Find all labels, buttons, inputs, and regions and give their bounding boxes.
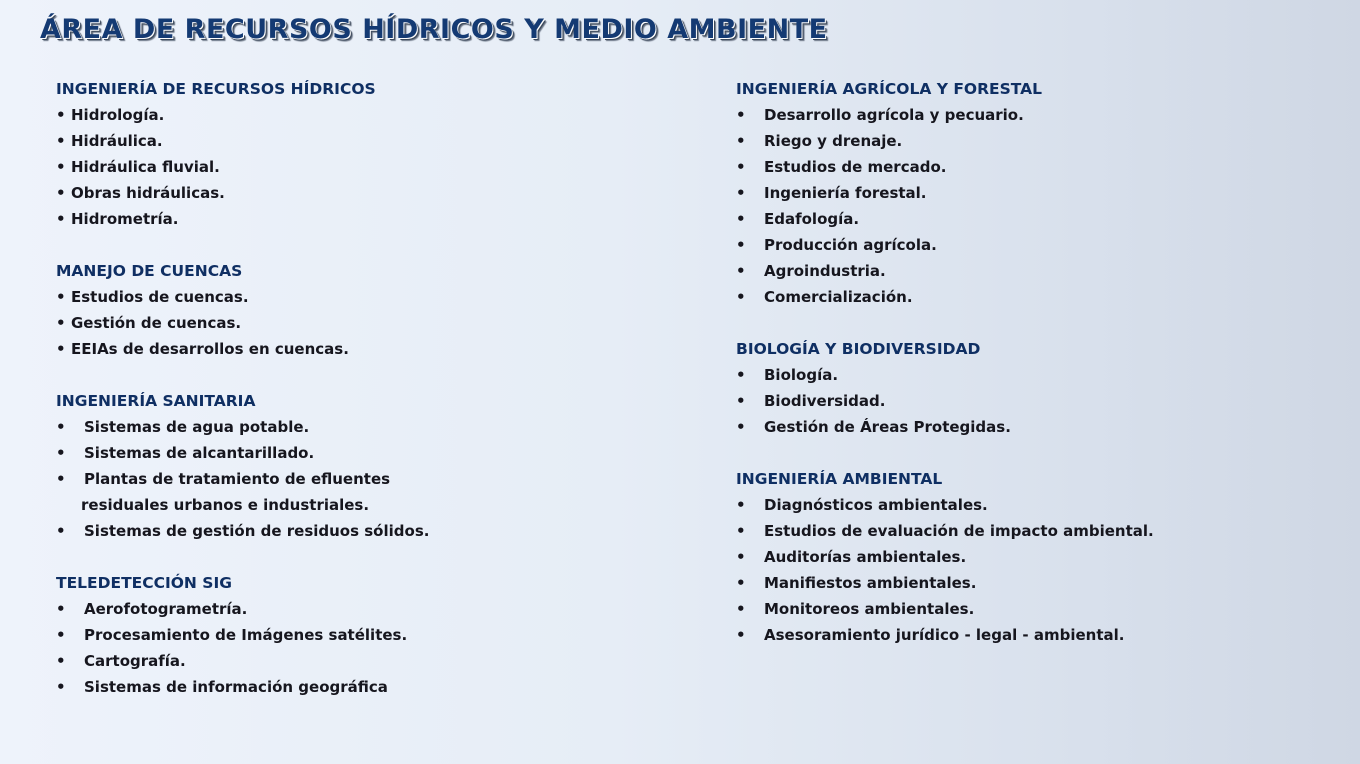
item-text: Monitoreos ambientales. <box>764 600 975 618</box>
list-item <box>736 284 1336 310</box>
list-item <box>56 102 696 128</box>
item-list <box>56 284 696 362</box>
item-text: Hidrología. <box>71 106 165 124</box>
bullet-icon: • <box>736 496 746 514</box>
item-text: Procesamiento de Imágenes satélites. <box>84 626 408 644</box>
list-item <box>56 518 696 544</box>
item-list <box>56 596 696 700</box>
section-heading: MANEJO DE CUENCAS <box>56 262 243 280</box>
item-text: Manifiestos ambientales. <box>764 574 977 592</box>
item-text: Riego y drenaje. <box>764 132 903 150</box>
bullet-icon: • <box>736 600 746 618</box>
item-text: Diagnósticos ambientales. <box>764 496 988 514</box>
item-text: Biología. <box>764 366 839 384</box>
bullet-icon: • <box>56 340 66 358</box>
item-text: Hidráulica fluvial. <box>71 158 220 176</box>
item-text: Producción agrícola. <box>764 236 937 254</box>
bullet-icon: • <box>736 132 746 150</box>
list-item <box>736 232 1336 258</box>
section-heading: INGENIERÍA DE RECURSOS HÍDRICOS <box>56 80 376 98</box>
bullet-icon: • <box>736 184 746 202</box>
bullet-icon: • <box>736 236 746 254</box>
bullet-icon: • <box>56 288 66 306</box>
bullet-icon: • <box>56 184 66 202</box>
list-item <box>56 622 696 648</box>
list-item <box>56 154 696 180</box>
section-heading: INGENIERÍA AGRÍCOLA Y FORESTAL <box>736 80 1043 98</box>
list-item <box>736 362 1336 388</box>
item-text: Aerofotogrametría. <box>84 600 248 618</box>
bullet-icon: • <box>56 132 66 150</box>
bullet-icon: • <box>56 444 66 462</box>
item-list <box>736 102 1336 310</box>
item-list <box>56 414 696 544</box>
list-item <box>736 128 1336 154</box>
bullet-icon: • <box>736 392 746 410</box>
bullet-icon: • <box>56 522 66 540</box>
section-heading: TELEDETECCIÓN SIG <box>56 574 232 592</box>
list-item <box>736 206 1336 232</box>
list-item <box>736 154 1336 180</box>
list-item <box>56 648 696 674</box>
item-text: Sistemas de agua potable. <box>84 418 310 436</box>
section-ingenieria-recursos-hidricos <box>56 76 696 232</box>
bullet-icon: • <box>56 678 66 696</box>
bullet-icon: • <box>736 418 746 436</box>
item-text: Gestión de Áreas Protegidas. <box>764 418 1011 436</box>
section-teledeteccion-sig <box>56 570 696 700</box>
item-text: Estudios de cuencas. <box>71 288 249 306</box>
item-text: Edafología. <box>764 210 860 228</box>
bullet-icon: • <box>56 210 66 228</box>
list-item <box>736 596 1336 622</box>
item-text: Sistemas de alcantarillado. <box>84 444 315 462</box>
list-item <box>56 180 696 206</box>
item-text: Hidrometría. <box>71 210 179 228</box>
list-item <box>736 570 1336 596</box>
list-item <box>56 128 696 154</box>
bullet-icon: • <box>736 548 746 566</box>
bullet-icon: • <box>736 366 746 384</box>
bullet-icon: • <box>56 314 66 332</box>
bullet-icon: • <box>56 418 66 436</box>
item-text: Estudios de evaluación de impacto ambiental. <box>764 522 1154 540</box>
list-item <box>736 544 1336 570</box>
item-text: Cartografía. <box>84 652 186 670</box>
item-text: Sistemas de información geográfica <box>84 678 388 696</box>
item-text: Ingeniería forestal. <box>764 184 927 202</box>
list-item <box>56 284 696 310</box>
bullet-icon: • <box>736 262 746 280</box>
list-item <box>56 414 696 440</box>
item-text: residuales urbanos e industriales. <box>81 496 370 514</box>
list-item <box>736 102 1336 128</box>
list-item <box>56 336 696 362</box>
bullet-icon: • <box>56 470 66 488</box>
list-item <box>736 180 1336 206</box>
item-text: Agroindustria. <box>764 262 886 280</box>
list-item <box>56 206 696 232</box>
section-heading: INGENIERÍA SANITARIA <box>56 392 256 410</box>
item-list <box>736 362 1336 440</box>
bullet-icon: • <box>736 288 746 306</box>
section-heading: BIOLOGÍA Y BIODIVERSIDAD <box>736 340 981 358</box>
item-text: Sistemas de gestión de residuos sólidos. <box>84 522 430 540</box>
list-item <box>56 674 696 700</box>
item-text: Gestión de cuencas. <box>71 314 242 332</box>
section-ingenieria-agricola-forestal <box>736 76 1336 310</box>
item-text: Biodiversidad. <box>764 392 886 410</box>
item-text: Comercialización. <box>764 288 913 306</box>
list-item <box>736 492 1336 518</box>
item-text: Hidráulica. <box>71 132 163 150</box>
list-item-continuation <box>56 492 696 518</box>
bullet-icon: • <box>56 158 66 176</box>
list-item <box>736 258 1336 284</box>
item-text: Plantas de tratamiento de efluentes <box>84 470 391 488</box>
list-item <box>736 622 1336 648</box>
bullet-icon: • <box>56 652 66 670</box>
item-list <box>736 492 1336 648</box>
bullet-icon: • <box>56 600 66 618</box>
list-item <box>736 388 1336 414</box>
item-text: Auditorías ambientales. <box>764 548 967 566</box>
item-text: Estudios de mercado. <box>764 158 947 176</box>
bullet-icon: • <box>56 106 66 124</box>
item-text: Asesoramiento jurídico - legal - ambiental. <box>764 626 1125 644</box>
bullet-icon: • <box>736 574 746 592</box>
list-item <box>56 440 696 466</box>
section-manejo-de-cuencas <box>56 258 696 362</box>
list-item <box>736 414 1336 440</box>
list-item <box>56 466 696 492</box>
bullet-icon: • <box>736 106 746 124</box>
item-text: EEIAs de desarrollos en cuencas. <box>71 340 349 358</box>
bullet-icon: • <box>736 626 746 644</box>
bullet-icon: • <box>736 522 746 540</box>
left-column <box>56 76 696 726</box>
right-column <box>736 76 1336 674</box>
list-item <box>56 310 696 336</box>
list-item <box>736 518 1336 544</box>
list-item <box>56 596 696 622</box>
page-title: ÁREA DE RECURSOS HÍDRICOS Y MEDIO AMBIENTE <box>40 14 828 45</box>
bullet-icon: • <box>56 626 66 644</box>
section-biologia-biodiversidad <box>736 336 1336 440</box>
section-ingenieria-sanitaria <box>56 388 696 544</box>
section-ingenieria-ambiental <box>736 466 1336 648</box>
item-text: Desarrollo agrícola y pecuario. <box>764 106 1024 124</box>
bullet-icon: • <box>736 210 746 228</box>
item-list <box>56 102 696 232</box>
item-text: Obras hidráulicas. <box>71 184 225 202</box>
section-heading: INGENIERÍA AMBIENTAL <box>736 470 943 488</box>
bullet-icon: • <box>736 158 746 176</box>
